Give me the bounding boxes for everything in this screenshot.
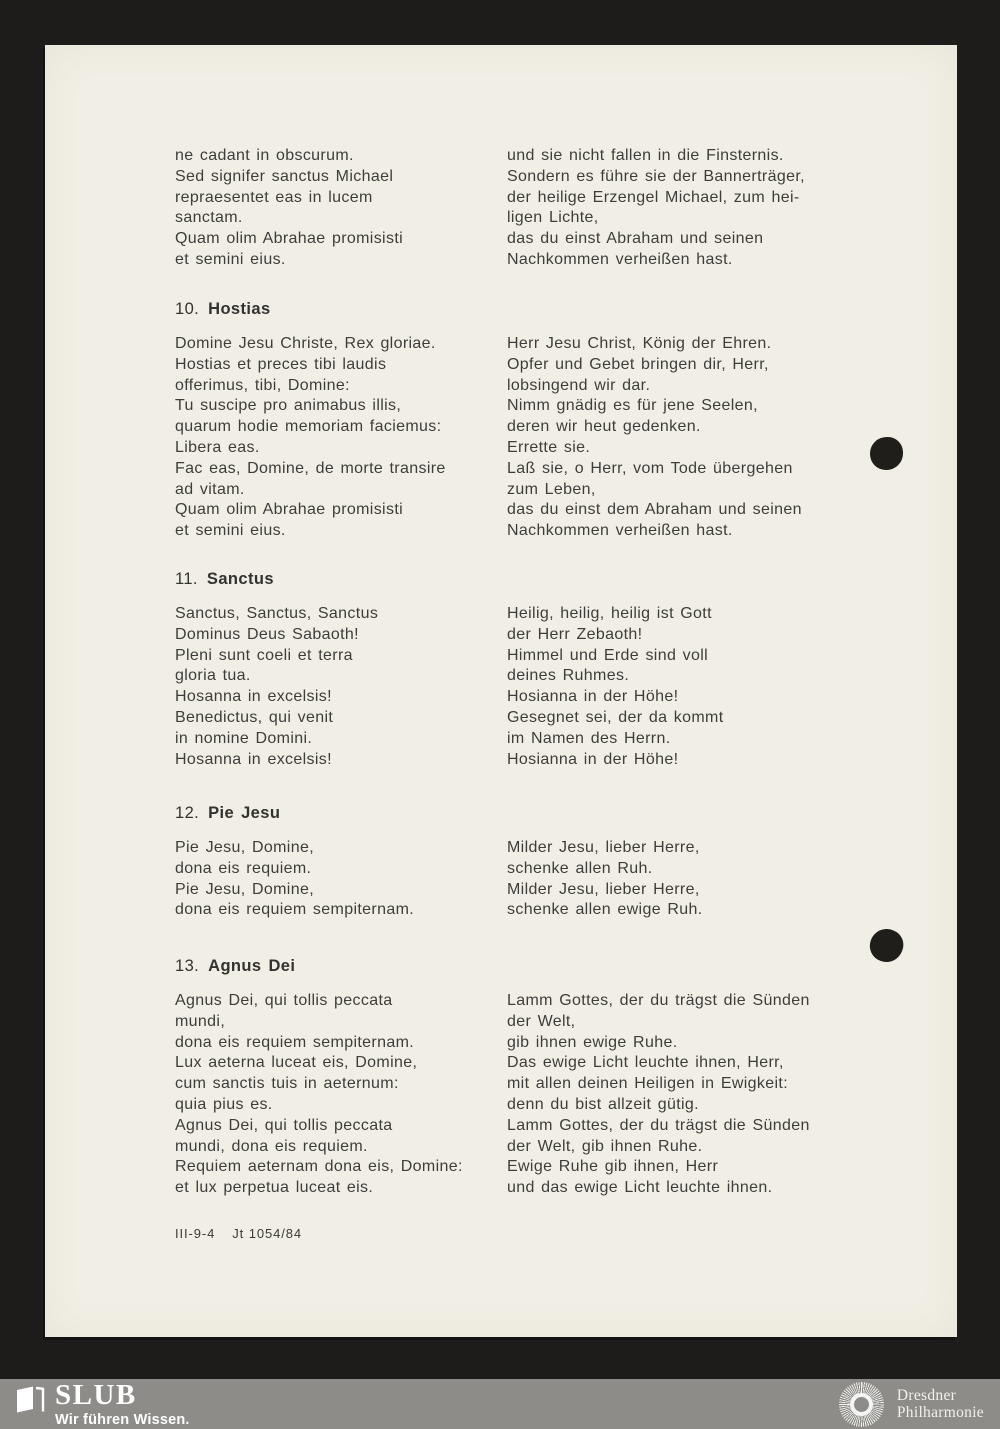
text-line: dona eis requiem sempiternam. bbox=[175, 901, 415, 919]
text-line: Domine Jesu Christe, Rex gloriae. bbox=[175, 335, 436, 352]
latin-column bbox=[175, 991, 507, 1199]
text-line: Nimm gnädig es für jene Seelen, bbox=[507, 397, 758, 415]
slub-tagline: Wir führen Wissen. bbox=[55, 1412, 190, 1428]
section-heading bbox=[175, 957, 902, 979]
german-column bbox=[507, 334, 902, 542]
two-column-text bbox=[175, 991, 902, 1199]
text-line: mundi, bbox=[175, 1012, 226, 1030]
text-line: et semini eius. bbox=[175, 522, 286, 540]
text-line: Lux aeterna luceat eis, Domine, bbox=[175, 1054, 418, 1072]
text-line: mundi, dona eis requiem. bbox=[175, 1137, 368, 1155]
text-line: schenke allen Ruh. bbox=[507, 859, 653, 877]
text-line: Errette sie. bbox=[507, 438, 591, 456]
text-line: Herr Jesu Christ, König der Ehren. bbox=[507, 335, 772, 352]
text-line: der Herr Zebaoth! bbox=[507, 625, 643, 643]
section-title: Hostias bbox=[208, 300, 271, 318]
text-line: denn du bist allzeit gütig. bbox=[507, 1095, 699, 1113]
text-line: Tu suscipe pro animabus illis, bbox=[175, 397, 402, 415]
libretto-section-intro bbox=[175, 146, 902, 271]
text-line: offerimus, tibi, Domine: bbox=[175, 376, 350, 394]
german-column bbox=[507, 604, 902, 770]
section-heading bbox=[175, 570, 902, 592]
text-line: repraesentet eas in lucem bbox=[175, 188, 373, 206]
text-line: gib ihnen ewige Ruhe. bbox=[507, 1033, 678, 1051]
latin-column bbox=[175, 146, 507, 271]
text-line: Hosianna in der Höhe! bbox=[507, 688, 679, 706]
section-title: Pie Jesu bbox=[208, 804, 281, 822]
text-line: Hosianna in der Höhe! bbox=[507, 750, 679, 768]
text-line: das du einst Abraham und seinen bbox=[507, 230, 764, 248]
section-number: 12. bbox=[175, 804, 200, 822]
libretto-section-agnus-dei bbox=[175, 957, 902, 1199]
text-line: gloria tua. bbox=[175, 667, 251, 685]
text-line: Sanctus, Sanctus, Sanctus bbox=[175, 605, 379, 622]
text-line: und sie nicht fallen in die Finsternis. bbox=[507, 147, 784, 164]
text-line: Gesegnet sei, der da kommt bbox=[507, 708, 724, 726]
text-line: mit allen deinen Heiligen in Ewigkeit: bbox=[507, 1075, 788, 1093]
section-heading bbox=[175, 804, 902, 826]
slub-branding bbox=[14, 1381, 190, 1428]
text-line: Sed signifer sanctus Michael bbox=[175, 167, 394, 185]
philharmonie-line2: Philharmonie bbox=[896, 1404, 984, 1421]
two-column-text bbox=[175, 604, 902, 770]
section-number: 11. bbox=[175, 570, 198, 588]
text-line: Pleni sunt coeli et terra bbox=[175, 646, 353, 664]
text-line: Hosanna in excelsis! bbox=[175, 750, 332, 768]
text-line: sanctam. bbox=[175, 209, 243, 227]
text-line: Pie Jesu, Domine, bbox=[175, 880, 314, 898]
print-reference-code: Jt 1054/84 bbox=[232, 1226, 302, 1241]
text-line: ad vitam. bbox=[175, 480, 245, 498]
german-column bbox=[507, 991, 902, 1199]
section-number: 13. bbox=[175, 957, 200, 975]
german-column bbox=[507, 146, 902, 271]
text-line: et semini eius. bbox=[175, 250, 286, 268]
text-line: deines Ruhmes. bbox=[507, 667, 630, 685]
text-line: lobsingend wir dar. bbox=[507, 376, 651, 394]
text-line: dona eis requiem sempiternam. bbox=[175, 1033, 415, 1051]
text-line: Hostias et preces tibi laudis bbox=[175, 355, 387, 373]
print-reference-mark: III-9-4 bbox=[175, 1226, 216, 1241]
text-line: deren wir heut gedenken. bbox=[507, 418, 701, 436]
text-line: zum Leben, bbox=[507, 480, 596, 498]
libretto-section-pie-jesu bbox=[175, 804, 902, 921]
text-line: der Welt, bbox=[507, 1012, 576, 1030]
text-line: Nachkommen verheißen hast. bbox=[507, 522, 733, 540]
text-line: dona eis requiem. bbox=[175, 859, 312, 877]
text-line: Dominus Deus Sabaoth! bbox=[175, 625, 359, 643]
two-column-text bbox=[175, 146, 902, 271]
text-line: Laß sie, o Herr, vom Tode übergehen bbox=[507, 459, 793, 477]
two-column-text bbox=[175, 334, 902, 542]
latin-column bbox=[175, 838, 507, 921]
text-line: Quam olim Abrahae promisisti bbox=[175, 501, 404, 519]
text-line: Quam olim Abrahae promisisti bbox=[175, 230, 404, 248]
text-line: im Namen des Herrn. bbox=[507, 729, 671, 747]
section-title: Agnus Dei bbox=[208, 957, 296, 975]
text-line: Milder Jesu, lieber Herre, bbox=[507, 839, 700, 856]
footer-bar bbox=[0, 1379, 1000, 1429]
slub-wordmark: SLUB bbox=[55, 1379, 137, 1411]
text-line: Lamm Gottes, der du trägst die Sünden bbox=[507, 1116, 810, 1134]
two-column-text bbox=[175, 838, 902, 921]
punch-hole-top bbox=[870, 437, 903, 470]
text-line: Opfer und Gebet bringen dir, Herr, bbox=[507, 355, 769, 373]
text-line: Heilig, heilig, heilig ist Gott bbox=[507, 605, 712, 622]
text-line: Hosanna in excelsis! bbox=[175, 688, 332, 706]
text-line: Das ewige Licht leuchte ihnen, Herr, bbox=[507, 1054, 784, 1072]
slub-text-block bbox=[55, 1381, 190, 1428]
philharmonie-wordmark bbox=[897, 1387, 984, 1422]
text-line: Sondern es führe sie der Bannerträger, bbox=[507, 167, 805, 185]
text-line: Agnus Dei, qui tollis peccata bbox=[175, 1116, 393, 1134]
text-line: und das ewige Licht leuchte ihnen. bbox=[507, 1179, 773, 1197]
text-line: cum sanctis tuis in aeternum: bbox=[175, 1075, 399, 1093]
text-line: schenke allen ewige Ruh. bbox=[507, 901, 703, 919]
text-line: ligen Lichte, bbox=[507, 209, 599, 227]
philharmonie-branding bbox=[839, 1379, 984, 1429]
section-title: Sanctus bbox=[206, 570, 274, 588]
libretto-section-hostias bbox=[175, 300, 902, 542]
text-line: Fac eas, Domine, de morte transire bbox=[175, 459, 446, 477]
libretto-section-sanctus bbox=[175, 570, 902, 770]
text-line: Agnus Dei, qui tollis peccata bbox=[175, 992, 393, 1009]
text-line: der heilige Erzengel Michael, zum hei- bbox=[507, 188, 800, 206]
text-line: Milder Jesu, lieber Herre, bbox=[507, 880, 700, 898]
text-line: in nomine Domini. bbox=[175, 729, 313, 747]
text-line: Pie Jesu, Domine, bbox=[175, 839, 314, 856]
text-line: ne cadant in obscurum. bbox=[175, 147, 354, 164]
print-reference bbox=[175, 1226, 319, 1241]
text-line: Ewige Ruhe gib ihnen, Herr bbox=[507, 1158, 719, 1176]
german-column bbox=[507, 838, 902, 921]
text-line: Benedictus, qui venit bbox=[175, 708, 334, 726]
text-line: quarum hodie memoriam faciemus: bbox=[175, 418, 442, 436]
text-line: Himmel und Erde sind voll bbox=[507, 646, 709, 664]
philharmonie-starburst-icon bbox=[839, 1382, 884, 1427]
text-line: Lamm Gottes, der du trägst die Sünden bbox=[507, 992, 810, 1009]
latin-column bbox=[175, 334, 507, 542]
philharmonie-line1: Dresdner bbox=[896, 1386, 957, 1404]
text-line: quia pius es. bbox=[175, 1095, 273, 1113]
text-line: Nachkommen verheißen hast. bbox=[507, 250, 733, 268]
text-line: das du einst dem Abraham und seinen bbox=[507, 501, 802, 519]
text-line: der Welt, gib ihnen Ruhe. bbox=[507, 1137, 703, 1155]
section-heading bbox=[175, 300, 902, 322]
text-line: Libera eas. bbox=[175, 438, 260, 456]
text-line: Requiem aeternam dona eis, Domine: bbox=[175, 1158, 463, 1176]
slub-book-icon bbox=[14, 1384, 46, 1416]
text-line: et lux perpetua luceat eis. bbox=[175, 1179, 374, 1197]
section-number: 10. bbox=[175, 300, 200, 318]
latin-column bbox=[175, 604, 507, 770]
document-page bbox=[45, 45, 957, 1337]
